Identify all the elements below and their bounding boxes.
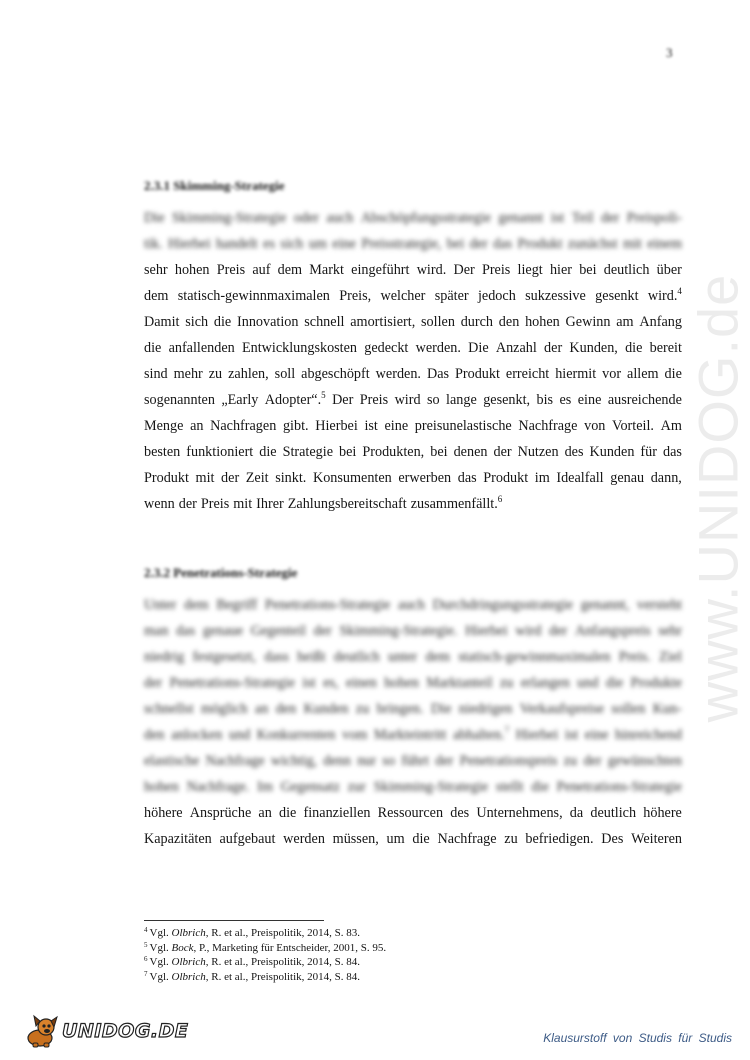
text-line: niedrig festgesetzt, dass heißt deutlich unter dem statisch-gewinnmaximalen Preis. Ziel [144, 649, 682, 665]
footnote-item: $^6$ Vgl. Olbrich, R. et al., Preispolitik, 2014, S. 84. [144, 955, 361, 968]
section-heading-skimming: 2.3.1 Skimming-Strategie [144, 178, 285, 193]
page-number: 3 [666, 45, 673, 60]
text-line: Unter dem Begriff Penetrations-Strategie auch Durchdringungsstrategie genannt, versteht [144, 597, 682, 613]
tagline: Klausurstoff von Studis für Studis [543, 1031, 732, 1045]
footnote-item: $^4$ Vgl. Olbrich, R. et al., Preispolitik, 2014, S. 83. [144, 926, 361, 939]
text-line: sogenannten „Early Adopter“.$^5$ Der Preis wird so lange gesenkt, bis es eine ausreichende [144, 390, 682, 408]
logo-text: UNIDOG.DE [62, 1020, 189, 1042]
text-line: wenn der Preis mit Ihrer Zahlungsbereitschaft zusammenfällt.$^6$ [144, 494, 503, 512]
footnote-ref: 6 [497, 494, 503, 504]
footnote-separator [144, 920, 324, 921]
text-line: sehr hohen Preis auf dem Markt eingeführt wird. Der Preis liegt hier bei deutlich über [144, 262, 682, 278]
text-line: elastische Nachfrage wichtig, denn nur so führt der Penetrationspreis zu der gewünschten [144, 753, 682, 769]
text-line: schnellst möglich an den Kunden zu bringen. Die niedrigen Verkaufspreise sollen Kun- [144, 701, 682, 717]
footnote-item: $^5$ Vgl. Bock, P., Marketing für Entscheider, 2001, S. 95. [144, 940, 387, 954]
text-line: höhere Ansprüche an die finanziellen Ressourcen des Unternehmens, da deutlich höhere [144, 805, 682, 821]
text-line: Damit sich die Innovation schnell amortisiert, sollen durch den hohen Gewinn am Anfang [144, 314, 682, 330]
text-line: den anlocken und Konkurrenten vom Markteintritt abhalten.$^7$ Hierbei ist eine hinreichend [144, 725, 682, 743]
text-line: dem statisch-gewinnmaximalen Preis, welcher später jedoch sukzessive gesenkt wird.$^4$ [144, 286, 682, 304]
watermark: www.UNIDOG.de [686, 273, 750, 723]
footnote-ref: 4 [677, 286, 682, 296]
text-line: man das genaue Gegenteil der Skimming-Strategie. Hierbei wird der Anfangspreis sehr [144, 623, 682, 639]
footnote-ref: 7 [504, 725, 510, 735]
unidog-logo [24, 1014, 188, 1048]
text-line: sind mehr zu zahlen, soll abgeschöpft werden. Das Produkt erreicht hiermit vor allem die [144, 366, 682, 382]
footnote-ref: 5 [321, 390, 326, 400]
text-line: Produkt mit der Zeit sinkt. Konsumenten erwerben das Produkt im Idealfall genau dann, [144, 470, 682, 486]
text-line: die anfallenden Entwicklungskosten gedeckt werden. Die Anzahl der Kunden, die bereit [144, 340, 682, 356]
section-heading-penetration: 2.3.2 Penetrations-Strategie [144, 565, 298, 580]
text-line: tik. Hierbei handelt es sich um eine Preisstrategie, bei der das Produkt zunächst mit einem [144, 236, 682, 252]
text-line: Die Skimming-Strategie oder auch Abschöpfungsstrategie genannt ist Teil der Preispoli- [144, 210, 682, 226]
text-line: der Penetrations-Strategie ist es, einen hohen Marktanteil zu erlangen und die Produkte [144, 675, 682, 691]
dog-mascot-icon [24, 1014, 60, 1048]
text-line: Menge an Nachfragen gibt. Hierbei ist eine preisunelastische Nachfrage von Vorteil. Am [144, 418, 682, 434]
footnote-item: $^7$ Vgl. Olbrich, R. et al., Preispolitik, 2014, S. 84. [144, 969, 361, 983]
text-line: hohen Nachfrage. Im Gegensatz zur Skimming-Strategie stellt die Penetrations-Strategie [144, 779, 682, 795]
text-line: besten funktioniert die Strategie bei Produkten, bei denen der Nutzen des Kunden für das [144, 444, 682, 460]
text-line: Kapazitäten aufgebaut werden müssen, um die Nachfrage zu befriedigen. Des Weiteren [144, 831, 682, 847]
